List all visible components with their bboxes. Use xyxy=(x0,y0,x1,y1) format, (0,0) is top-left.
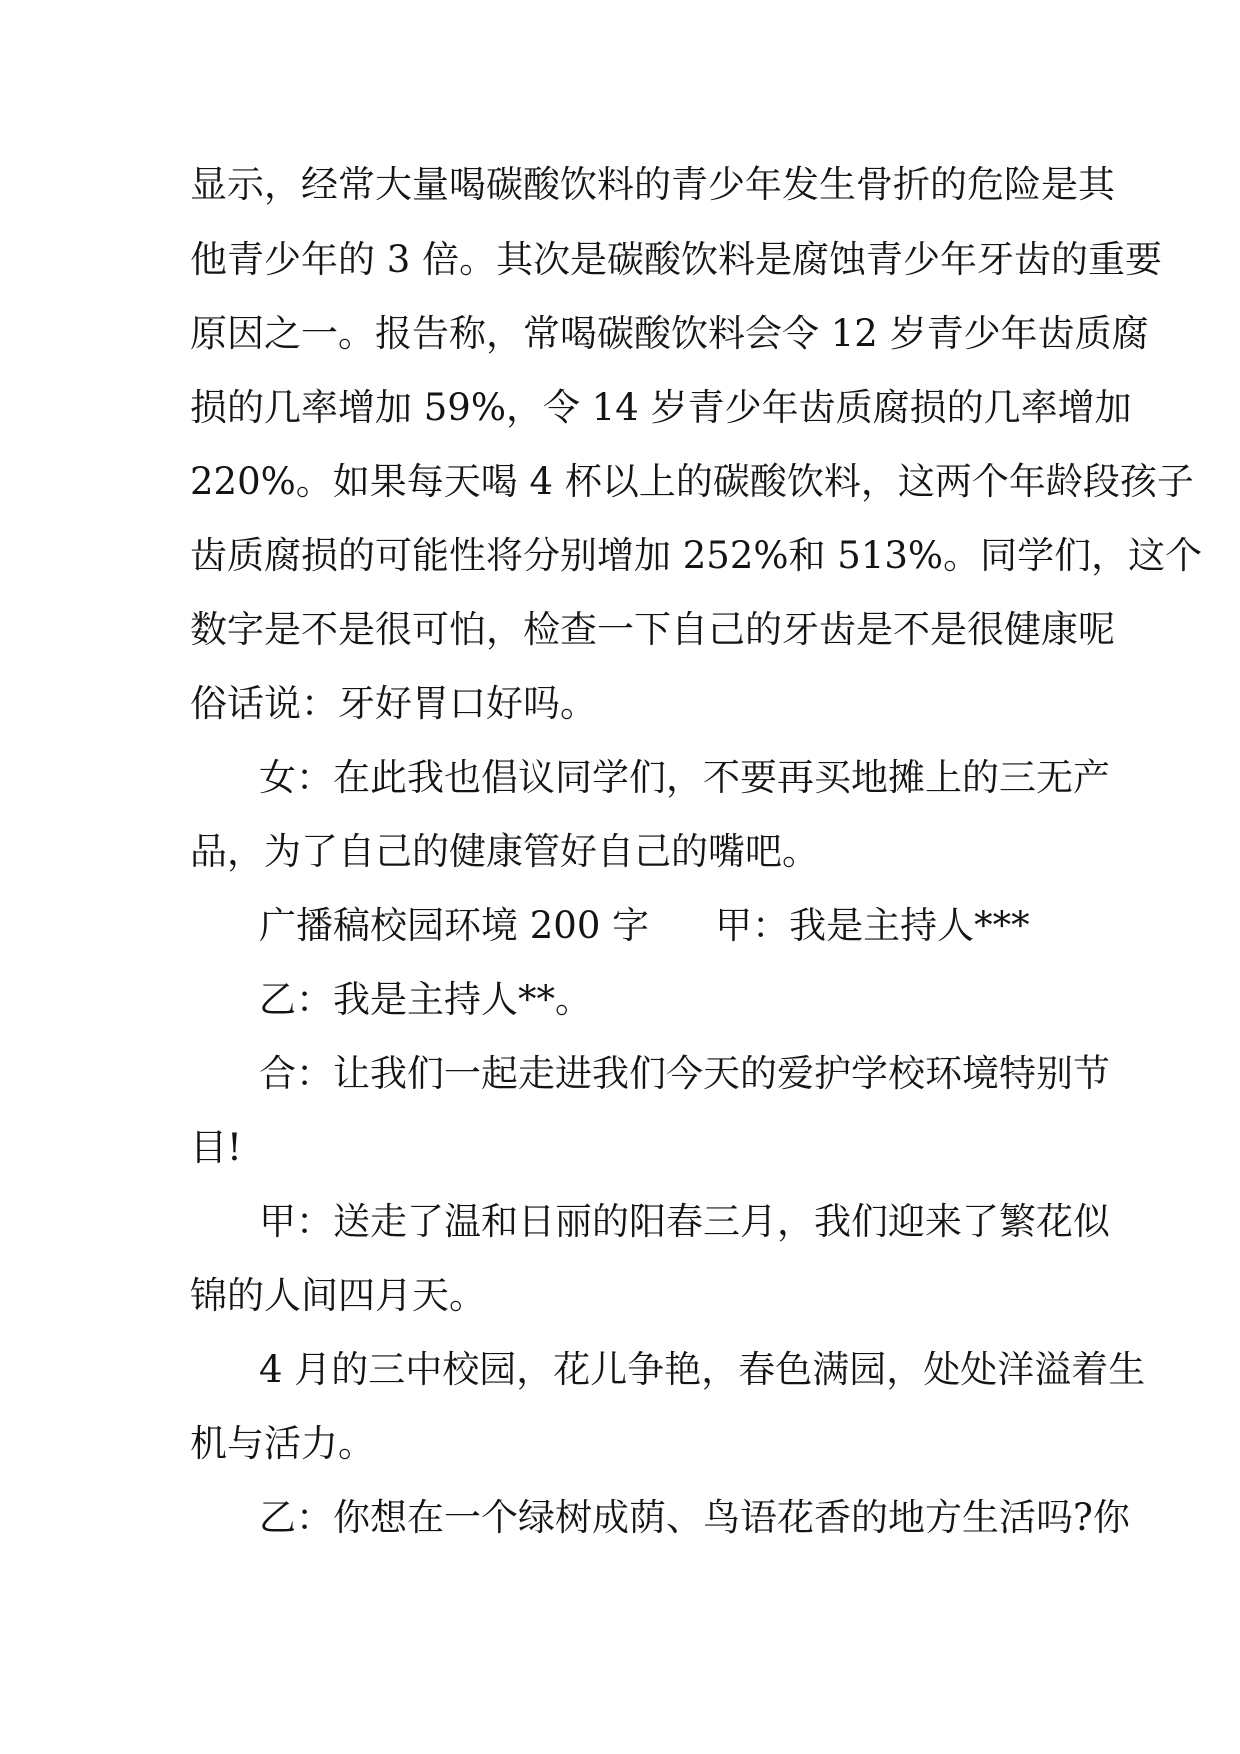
text-line: 4 月的三中校园，花儿争艳，春色满园，处处洋溢着生 xyxy=(259,1348,1146,1391)
text-line: 目! xyxy=(190,1126,242,1169)
text-line: 齿质腐损的可能性将分别增加 252%和 513%。同学们，这个 xyxy=(190,534,1203,577)
text-line: 合：让我们一起走进我们今天的爱护学校环境特别节 xyxy=(259,1052,1110,1095)
text-line: 220%。如果每天喝 4 杯以上的碳酸饮料，这两个年龄段孩子 xyxy=(190,460,1194,503)
text-line: 显示，经常大量喝碳酸饮料的青少年发生骨折的危险是其 xyxy=(190,163,1115,206)
text-line: 俗话说：牙好胃口好吗。 xyxy=(190,682,597,725)
text-line: 乙：我是主持人**。 xyxy=(259,978,592,1021)
text-line: 女：在此我也倡议同学们，不要再买地摊上的三无产 xyxy=(259,756,1110,799)
text-line xyxy=(259,904,1030,947)
text-line: 数字是不是很可怕，检查一下自己的牙齿是不是很健康呢 xyxy=(190,608,1115,651)
text-line: 损的几率增加 59%，令 14 岁青少年齿质腐损的几率增加 xyxy=(190,386,1132,429)
text-line: 乙：你想在一个绿树成荫、鸟语花香的地方生活吗?你 xyxy=(259,1496,1130,1539)
text-line: 原因之一。报告称，常喝碳酸饮料会令 12 岁青少年齿质腐 xyxy=(190,312,1149,355)
text-line: 锦的人间四月天。 xyxy=(190,1274,486,1317)
text-line: 品，为了自己的健康管好自己的嘴吧。 xyxy=(190,830,819,873)
text-line: 机与活力。 xyxy=(190,1422,375,1465)
article-title: 广播稿校园环境 200 字 xyxy=(259,904,650,947)
text-line: 甲：送走了温和日丽的阳春三月，我们迎来了繁花似 xyxy=(259,1200,1110,1243)
host-intro: 甲：我是主持人*** xyxy=(715,904,1030,947)
text-line: 他青少年的 3 倍。其次是碳酸饮料是腐蚀青少年牙齿的重要 xyxy=(190,238,1163,281)
